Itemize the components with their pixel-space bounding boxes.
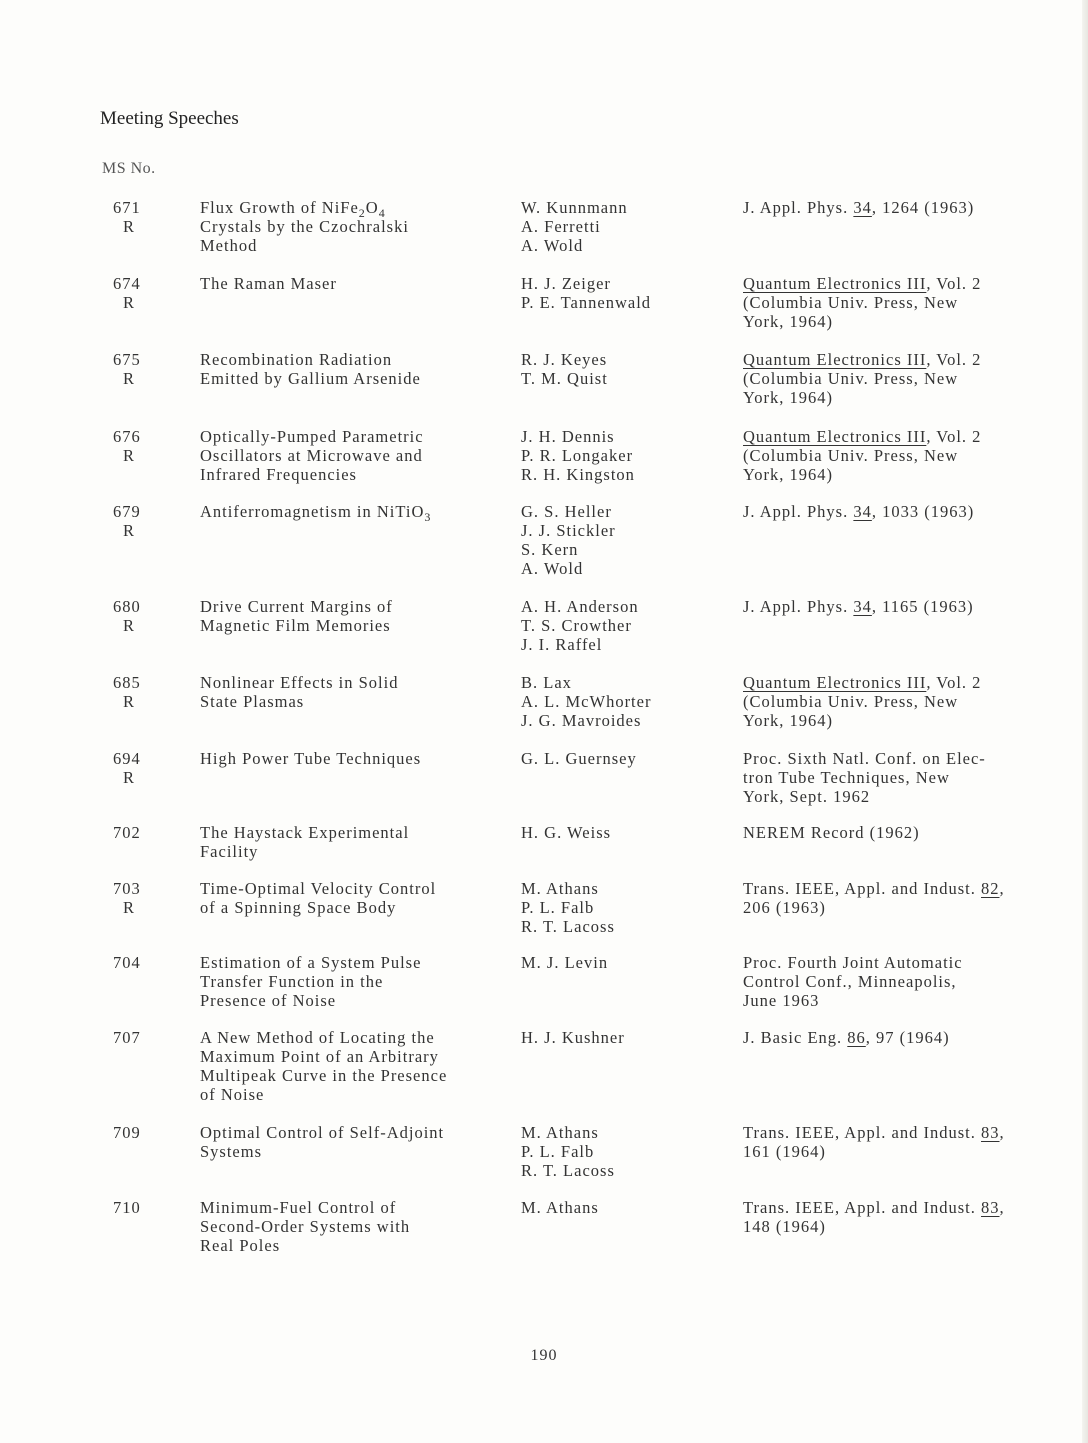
author-name: J. G. Mavroides [521, 711, 642, 730]
title-line: Recombination Radiation [200, 350, 393, 369]
ms-number: 675 [113, 350, 141, 369]
ms-number-cell [113, 673, 163, 711]
title-cell [200, 274, 510, 293]
authors-cell [521, 427, 731, 484]
title-cell [200, 597, 510, 635]
title-line: The Haystack Experimental [200, 823, 410, 842]
publication-cell [743, 1028, 1073, 1047]
title-line: Time-Optimal Velocity Control [200, 879, 437, 898]
ms-number-cell [113, 274, 163, 312]
ms-number: 702 [113, 823, 141, 842]
ms-number-column-label: MS No. [102, 160, 156, 177]
author-name: H. J. Zeiger [521, 274, 611, 293]
publication-line: Control Conf., Minneapolis, [743, 972, 957, 991]
publication-line: NEREM Record (1962) [743, 823, 920, 842]
authors-cell [521, 673, 731, 730]
author-name: W. Kunnmann [521, 198, 628, 217]
publication-line: (Columbia Univ. Press, New [743, 293, 959, 312]
authors-cell [521, 597, 731, 654]
volume-number: 83 [981, 1198, 1000, 1217]
title-line: of Noise [200, 1085, 265, 1104]
ms-number-cell [113, 749, 163, 787]
publication-line: (Columbia Univ. Press, New [743, 369, 959, 388]
title-line: Magnetic Film Memories [200, 616, 391, 635]
publication-line: Trans. IEEE, Appl. and Indust. 83, [743, 1123, 1005, 1142]
title-cell [200, 1198, 510, 1255]
volume-number: 34 [853, 502, 872, 521]
author-name: P. L. Falb [521, 1142, 595, 1161]
authors-cell [521, 502, 731, 578]
ms-number: 707 [113, 1028, 141, 1047]
reprint-marker: R [123, 446, 136, 465]
author-name: M. Athans [521, 879, 599, 898]
publication-line: Trans. IEEE, Appl. and Indust. 83, [743, 1198, 1005, 1217]
authors-cell [521, 823, 731, 842]
ms-number-cell [113, 350, 163, 388]
publication-cell [743, 502, 1073, 521]
publication-cell [743, 427, 1073, 484]
reprint-marker: R [123, 369, 136, 388]
book-title: Quantum Electronics III [743, 427, 927, 446]
page-edge [1082, 0, 1088, 1443]
author-name: R. T. Lacoss [521, 1161, 615, 1180]
authors-cell [521, 879, 731, 936]
ms-number-cell [113, 1028, 163, 1047]
volume-number: 83 [981, 1123, 1000, 1142]
title-line: Flux Growth of $NiFe_2O_4$ [200, 198, 386, 220]
authors-cell [521, 198, 731, 255]
publication-line: (Columbia Univ. Press, New [743, 692, 959, 711]
author-name: J. H. Dennis [521, 427, 615, 446]
volume-number: 86 [847, 1028, 866, 1047]
book-title: Quantum Electronics III [743, 350, 927, 369]
author-name: T. M. Quist [521, 369, 608, 388]
ms-number-cell [113, 823, 163, 842]
reprint-marker: R [123, 768, 136, 787]
author-name: P. L. Falb [521, 898, 595, 917]
title-line: Multipeak Curve in the Presence [200, 1066, 448, 1085]
book-title: Quantum Electronics III [743, 274, 927, 293]
author-name: A. Wold [521, 559, 584, 578]
author-name: H. G. Weiss [521, 823, 612, 842]
title-line: Drive Current Margins of [200, 597, 393, 616]
formula-subscript: 4 [378, 206, 386, 220]
ms-number: 680 [113, 597, 141, 616]
author-name: J. I. Raffel [521, 635, 603, 654]
volume-number: 82 [981, 879, 1000, 898]
title-cell [200, 427, 510, 484]
publication-cell [743, 879, 1073, 917]
title-line: Transfer Function in the [200, 972, 384, 991]
title-cell [200, 350, 510, 388]
author-name: A. L. McWhorter [521, 692, 652, 711]
ms-number-cell [113, 1198, 163, 1217]
authors-cell [521, 1198, 731, 1217]
book-title: Quantum Electronics III [743, 673, 927, 692]
title-cell [200, 1028, 510, 1104]
author-name: A. Ferretti [521, 217, 601, 236]
authors-cell [521, 1028, 731, 1047]
publication-line: York, 1964) [743, 711, 834, 730]
publication-cell [743, 673, 1073, 730]
title-line: Infrared Frequencies [200, 465, 357, 484]
title-line: A New Method of Locating the [200, 1028, 435, 1047]
author-name: M. J. Levin [521, 953, 609, 972]
publication-line: York, 1964) [743, 312, 834, 331]
ms-number: 709 [113, 1123, 141, 1142]
ms-number-cell [113, 597, 163, 635]
publication-cell [743, 350, 1073, 407]
ms-number-cell [113, 953, 163, 972]
title-cell [200, 502, 510, 524]
title-line: High Power Tube Techniques [200, 749, 422, 768]
publication-line: Quantum Electronics III, Vol. 2 [743, 673, 982, 692]
publication-cell [743, 1123, 1073, 1161]
publication-line: Quantum Electronics III, Vol. 2 [743, 427, 982, 446]
publication-cell [743, 597, 1073, 616]
publication-line: J. Appl. Phys. 34, 1264 (1963) [743, 198, 975, 217]
title-line: of a Spinning Space Body [200, 898, 397, 917]
publication-line: tron Tube Techniques, New [743, 768, 950, 787]
ms-number: 710 [113, 1198, 141, 1217]
authors-cell [521, 274, 731, 312]
ms-number: 679 [113, 502, 141, 521]
publication-line: J. Appl. Phys. 34, 1165 (1963) [743, 597, 974, 616]
ms-number-cell [113, 427, 163, 465]
ms-number: 685 [113, 673, 141, 692]
ms-number-cell [113, 879, 163, 917]
authors-cell [521, 1123, 731, 1180]
ms-number-cell [113, 198, 163, 236]
title-line: Oscillators at Microwave and [200, 446, 423, 465]
author-name: A. Wold [521, 236, 584, 255]
title-cell [200, 749, 510, 768]
author-name: S. Kern [521, 540, 579, 559]
ms-number-cell [113, 1123, 163, 1142]
publication-line: York, 1964) [743, 465, 834, 484]
title-line: Optimal Control of Self-Adjoint [200, 1123, 445, 1142]
ms-number: 703 [113, 879, 141, 898]
publication-line: (Columbia Univ. Press, New [743, 446, 959, 465]
title-line: Real Poles [200, 1236, 281, 1255]
ms-number: 674 [113, 274, 141, 293]
reprint-marker: R [123, 293, 136, 312]
ms-number: 671 [113, 198, 141, 217]
publication-line: Proc. Sixth Natl. Conf. on Elec- [743, 749, 986, 768]
section-title: Meeting Speeches [100, 108, 239, 129]
publication-line: Trans. IEEE, Appl. and Indust. 82, [743, 879, 1005, 898]
formula-subscript: 3 [424, 510, 432, 524]
author-name: R. J. Keyes [521, 350, 608, 369]
reprint-marker: R [123, 616, 136, 635]
publication-cell [743, 274, 1073, 331]
volume-number: 34 [853, 597, 872, 616]
publication-cell [743, 953, 1073, 1010]
ms-number: 694 [113, 749, 141, 768]
title-cell [200, 823, 510, 861]
title-line: Method [200, 236, 258, 255]
authors-cell [521, 350, 731, 388]
reprint-marker: R [123, 521, 136, 540]
publication-line: June 1963 [743, 991, 820, 1010]
ms-number-cell [113, 502, 163, 540]
title-cell [200, 673, 510, 711]
publication-line: 206 (1963) [743, 898, 826, 917]
formula-subscript: 2 [358, 206, 366, 220]
reprint-marker: R [123, 898, 136, 917]
publication-line: Quantum Electronics III, Vol. 2 [743, 350, 982, 369]
publication-cell [743, 198, 1073, 217]
author-name: P. E. Tannenwald [521, 293, 652, 312]
publication-line: 148 (1964) [743, 1217, 826, 1236]
author-name: J. J. Stickler [521, 521, 616, 540]
title-line: Facility [200, 842, 259, 861]
publication-line: Quantum Electronics III, Vol. 2 [743, 274, 982, 293]
author-name: M. Athans [521, 1198, 599, 1217]
publication-line: 161 (1964) [743, 1142, 826, 1161]
authors-cell [521, 749, 731, 768]
title-cell [200, 1123, 510, 1161]
author-name: G. L. Guernsey [521, 749, 637, 768]
publication-line: J. Basic Eng. 86, 97 (1964) [743, 1028, 950, 1047]
author-name: R. T. Lacoss [521, 917, 615, 936]
title-line: Minimum-Fuel Control of [200, 1198, 397, 1217]
title-line: Presence of Noise [200, 991, 337, 1010]
authors-cell [521, 953, 731, 972]
title-line: Emitted by Gallium Arsenide [200, 369, 421, 388]
author-name: A. H. Anderson [521, 597, 639, 616]
ms-number: 704 [113, 953, 141, 972]
author-name: G. S. Heller [521, 502, 612, 521]
title-cell [200, 879, 510, 917]
volume-number: 34 [853, 198, 872, 217]
publication-line: York, Sept. 1962 [743, 787, 871, 806]
publication-cell [743, 1198, 1073, 1236]
title-cell [200, 198, 510, 255]
title-line: Estimation of a System Pulse [200, 953, 422, 972]
publication-line: Proc. Fourth Joint Automatic [743, 953, 963, 972]
title-line: Maximum Point of an Arbitrary [200, 1047, 439, 1066]
reprint-marker: R [123, 692, 136, 711]
reprint-marker: R [123, 217, 136, 236]
title-line: The Raman Maser [200, 274, 337, 293]
title-cell [200, 953, 510, 1010]
author-name: M. Athans [521, 1123, 599, 1142]
title-line: Nonlinear Effects in Solid [200, 673, 399, 692]
author-name: B. Lax [521, 673, 572, 692]
title-line: Antiferromagnetism in NiTiO$_3$ [200, 502, 432, 524]
title-line: Optically-Pumped Parametric [200, 427, 424, 446]
title-line: Second-Order Systems with [200, 1217, 411, 1236]
title-line: Systems [200, 1142, 263, 1161]
title-line: Crystals by the Czochralski [200, 217, 409, 236]
author-name: R. H. Kingston [521, 465, 635, 484]
ms-number: 676 [113, 427, 141, 446]
author-name: H. J. Kushner [521, 1028, 625, 1047]
page-number: 190 [530, 1347, 558, 1364]
author-name: P. R. Longaker [521, 446, 634, 465]
publication-line: York, 1964) [743, 388, 834, 407]
author-name: T. S. Crowther [521, 616, 632, 635]
publication-line: J. Appl. Phys. 34, 1033 (1963) [743, 502, 975, 521]
title-line: State Plasmas [200, 692, 305, 711]
publication-cell [743, 823, 1073, 842]
publication-cell [743, 749, 1073, 806]
